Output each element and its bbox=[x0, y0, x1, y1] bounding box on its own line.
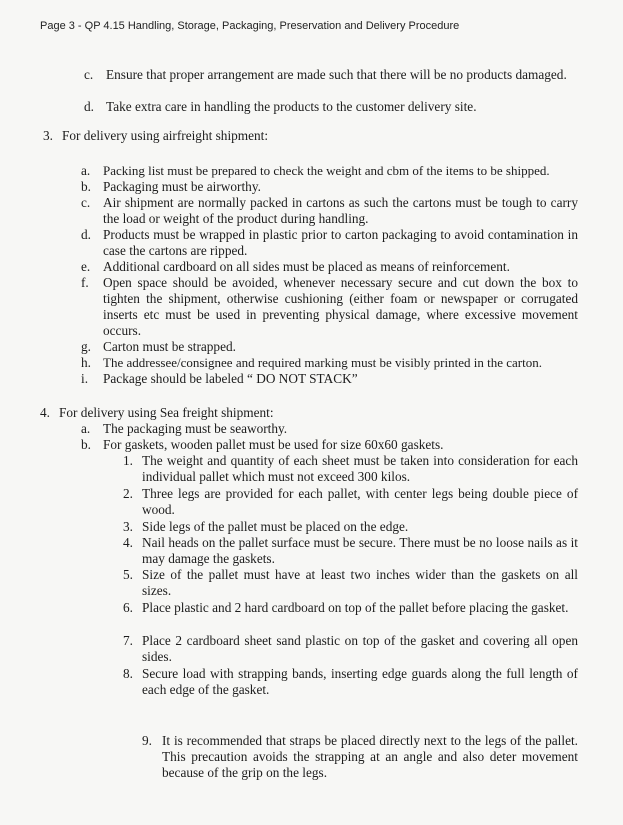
list-item bbox=[81, 275, 578, 339]
list-item-text: Nail heads on the pallet surface must be secure. There must be no loose nails as it may damage the gaskets. bbox=[142, 535, 578, 566]
list-item-text: Side legs of the pallet must be placed on the edge. bbox=[142, 519, 409, 534]
list-item-text: Size of the pallet must have at least two inches wider than the gaskets on all sizes. bbox=[142, 567, 578, 598]
section-heading bbox=[40, 405, 578, 421]
list-item bbox=[84, 67, 578, 83]
list-marker: 1. bbox=[123, 453, 133, 468]
list-marker: d. bbox=[81, 227, 91, 242]
numbered-item bbox=[123, 535, 578, 567]
list-item-text: Package should be labeled “ DO NOT STACK” bbox=[103, 371, 358, 386]
list-marker: c. bbox=[84, 67, 94, 82]
list-item bbox=[81, 163, 578, 179]
list-item-text: Carton must be strapped. bbox=[103, 339, 236, 354]
list-marker: h. bbox=[81, 355, 91, 370]
list-item-text: Products must be wrapped in plastic prior to carton packaging to avoid contamination in case the cartons are ripped. bbox=[103, 227, 578, 258]
list-item-text: Additional cardboard on all sides must be placed as means of reinforcement. bbox=[103, 259, 510, 274]
section-number: 3. bbox=[43, 128, 53, 143]
list-item bbox=[81, 421, 578, 437]
list-item-text: For gaskets, wooden pallet must be used for size 60x60 gaskets. bbox=[103, 437, 444, 452]
numbered-item bbox=[123, 666, 578, 698]
list-item-text: The weight and quantity of each sheet must be taken into consideration for each individual pallet which must not exceed 300 kilos. bbox=[142, 453, 578, 484]
list-marker: b. bbox=[81, 437, 91, 452]
list-item-text: Packaging must be airworthy. bbox=[103, 179, 261, 194]
list-item-text: Three legs are provided for each pallet, with center legs being double piece of wood. bbox=[142, 486, 578, 517]
list-item-text: Place 2 cardboard sheet sand plastic on top of the gasket and covering all open sides. bbox=[142, 633, 578, 664]
list-item-text: The packaging must be seaworthy. bbox=[103, 421, 288, 436]
list-item-text: Place plastic and 2 hard cardboard on top of the pallet before placing the gasket. bbox=[142, 600, 569, 615]
section-number: 4. bbox=[40, 405, 50, 420]
list-item-text: The addressee/consignee and required marking must be visibly printed in the carton. bbox=[103, 355, 542, 370]
list-item bbox=[81, 355, 578, 371]
list-marker: 5. bbox=[123, 567, 133, 582]
list-marker: d. bbox=[84, 99, 94, 114]
list-item bbox=[81, 339, 578, 355]
numbered-item bbox=[142, 733, 578, 781]
list-item-text: Packing list must be prepared to check the weight and cbm of the items to be shipped. bbox=[103, 163, 550, 178]
numbered-item bbox=[123, 600, 578, 616]
list-item bbox=[84, 99, 578, 115]
list-item-text: Take extra care in handling the products to the customer delivery site. bbox=[106, 99, 477, 114]
list-marker: b. bbox=[81, 179, 91, 194]
numbered-item bbox=[123, 453, 578, 485]
section-title: For delivery using airfreight shipment: bbox=[62, 128, 269, 143]
list-item bbox=[81, 179, 578, 195]
list-marker: 7. bbox=[123, 633, 133, 648]
list-marker: a. bbox=[81, 421, 91, 436]
list-item bbox=[81, 195, 578, 227]
list-item-text: Open space should be avoided, whenever necessary secure and cut down the box to tighten the shipment, otherwise cushioning (either foam or newspaper or corrugated inserts etc must be used in preventing physical damage, where excessive movement occurs. bbox=[103, 275, 578, 338]
list-marker: 6. bbox=[123, 600, 133, 615]
list-item-text: Ensure that proper arrangement are made such that there will be no products damaged. bbox=[106, 67, 567, 82]
numbered-item bbox=[123, 633, 578, 665]
list-marker: g. bbox=[81, 339, 91, 354]
list-marker: f. bbox=[81, 275, 89, 290]
list-marker: 8. bbox=[123, 666, 133, 681]
list-item bbox=[81, 371, 578, 387]
list-marker: 4. bbox=[123, 535, 133, 550]
list-marker: i. bbox=[81, 371, 89, 386]
numbered-item bbox=[123, 567, 578, 599]
list-item bbox=[81, 437, 578, 453]
list-item-text: Air shipment are normally packed in cartons as such the cartons must be tough to carry the load or weight of the product during handling. bbox=[103, 195, 578, 226]
section-title: For delivery using Sea freight shipment: bbox=[59, 405, 274, 420]
list-item-text: It is recommended that straps be placed directly next to the legs of the pallet. This precaution avoids the strapping at an angle and also deter movement because of the grip on the legs. bbox=[162, 733, 578, 780]
list-item bbox=[81, 259, 578, 275]
list-marker: 2. bbox=[123, 486, 133, 501]
list-item-text: Secure load with strapping bands, inserting edge guards along the full length of each edge of the gasket. bbox=[142, 666, 578, 697]
page-header: Page 3 - QP 4.15 Handling, Storage, Packaging, Preservation and Delivery Procedure bbox=[40, 20, 460, 32]
list-marker: c. bbox=[81, 195, 91, 210]
list-marker: 3. bbox=[123, 519, 133, 534]
list-marker: 9. bbox=[142, 733, 152, 748]
numbered-item bbox=[123, 486, 578, 518]
list-marker: a. bbox=[81, 163, 91, 178]
section-heading bbox=[43, 128, 578, 144]
numbered-item bbox=[123, 519, 578, 535]
list-item bbox=[81, 227, 578, 259]
list-marker: e. bbox=[81, 259, 91, 274]
